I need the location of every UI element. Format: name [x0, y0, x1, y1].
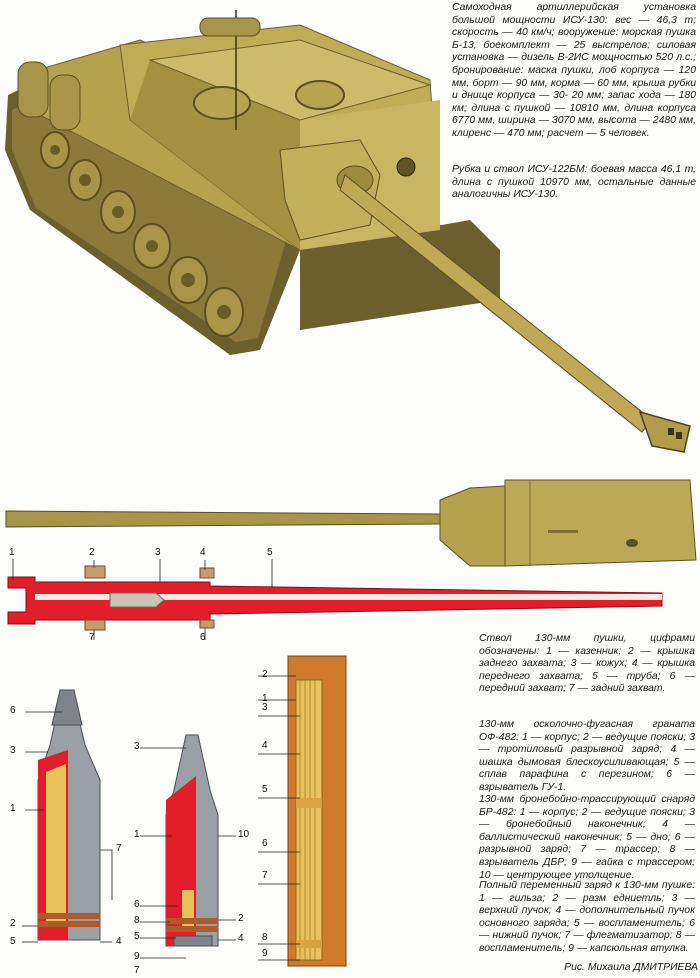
barrel-label: 1	[9, 547, 15, 558]
barrel-legend-text: Ствол 130-мм пушки, цифрами обозначены: 1 — казенник; 2 — крышка заднего захвата; 3 — кожух; 4 — крышка переднего захвата; 5 — труба; 6 — передний захват; 7 — задний захват.	[479, 633, 695, 695]
isu122bm-side-illustration	[6, 480, 696, 566]
charge-label: 5	[262, 784, 268, 795]
br482-label: 6	[134, 899, 140, 910]
barrel-label: 5	[267, 547, 273, 558]
br482-label: 3	[134, 741, 140, 752]
br482-label: 4	[238, 933, 244, 944]
charge-label: 6	[262, 838, 268, 849]
of482-label: 6	[10, 705, 16, 716]
br482-legend-text: 130-мм бронебойно-трассирующий снаряд БР-482: 1 — корпус; 2 — ведущие пояски; 3 — бронебойный наконечник; 4 — баллистический наконечник; 5 — дно; 6 — разрывной заряд; 7 — трассер; 8 — взрыватель ДБР; 9 — гайка с трассером; 10 — центрующее утолщение.	[479, 794, 695, 881]
charge-label: 4	[262, 740, 268, 751]
of482-label: 3	[10, 745, 16, 756]
charge-legend-text: Полный переменный заряд к 130-мм пушке: 1 — гильза; 2 — разм едниетль; 3 — верхний пучок; 4 — дополнительный пучок основного заряда; 5 — воспламенитель; 6 — нижний пучок; 7 — флегматизатор; 8 — воспламенитель; 9 — капсюльная втулка.	[479, 880, 695, 954]
charge-casing-illustration	[258, 656, 346, 966]
barrel-label: 4	[200, 547, 206, 558]
br482-label: 1	[134, 829, 140, 840]
charge-label: 3	[262, 702, 268, 713]
charge-label: 2	[262, 669, 268, 680]
br482-label: 9	[134, 951, 140, 962]
charge-label: 1	[262, 693, 268, 704]
br482-shell-illustration	[140, 735, 236, 958]
charge-label: 8	[262, 932, 268, 943]
barrel-label: 3	[155, 547, 161, 558]
of482-label: 7	[116, 843, 122, 854]
br482-label: 10	[238, 829, 250, 840]
of482-label: 5	[10, 936, 16, 947]
barrel-label: 7	[89, 632, 95, 643]
illustration-credit: Рис. Михаила ДМИТРИЕВА	[564, 962, 698, 973]
barrel-label: 6	[200, 632, 206, 643]
br482-label: 8	[134, 915, 140, 926]
of482-label: 2	[10, 918, 16, 929]
barrel-section-illustration	[8, 559, 662, 640]
of482-legend-text: 130-мм осколочно-фугасная граната ОФ-482: 1 — корпус; 2 — ведущие пояски; 3 — тротиловый разрывной заряд; 4 — шашка дымовая блескоусиливающая; 5 — сплав парафина с перезином; 6 — взрыватель ГУ-1.	[479, 719, 695, 793]
barrel-label: 2	[89, 547, 95, 558]
charge-label: 7	[262, 870, 268, 881]
isu122bm-spec-text: Рубка и ствол ИСУ-122БМ: боевая масса 46,1 т, длина с пушкой 10970 мм, остальные данные аналогичны ИСУ-130.	[452, 164, 696, 201]
isu130-spec-text: Самоходная артиллерийская установка большой мощности ИСУ-130: вес — 46,3 т; скорость — 40 км/ч; вооружение: морская пушка Б-13, боекомплект — 25 выстрелов; силовая установка — дизель В-2ИС мощностью 520 л.с.; бронирование: маска пушки, лоб корпуса — 120 мм, борт — 90 мм, корма — 60 мм, крыша рубки и днище корпуса — 30- 20 мм; запас хода — 180 км; длина с пушкой — 10810 мм, длина корпуса 6770 мм, ширина — 3070 мм, высота — 2480 мм, клиренс — 470 мм; расчет — 5 человек.	[452, 2, 696, 139]
br482-label: 2	[238, 913, 244, 924]
br482-label: 7	[134, 965, 140, 976]
of482-label: 1	[10, 803, 16, 814]
charge-label: 9	[262, 948, 268, 959]
br482-label: 5	[134, 931, 140, 942]
of482-shell-illustration	[22, 690, 112, 942]
of482-label: 4	[116, 936, 122, 947]
